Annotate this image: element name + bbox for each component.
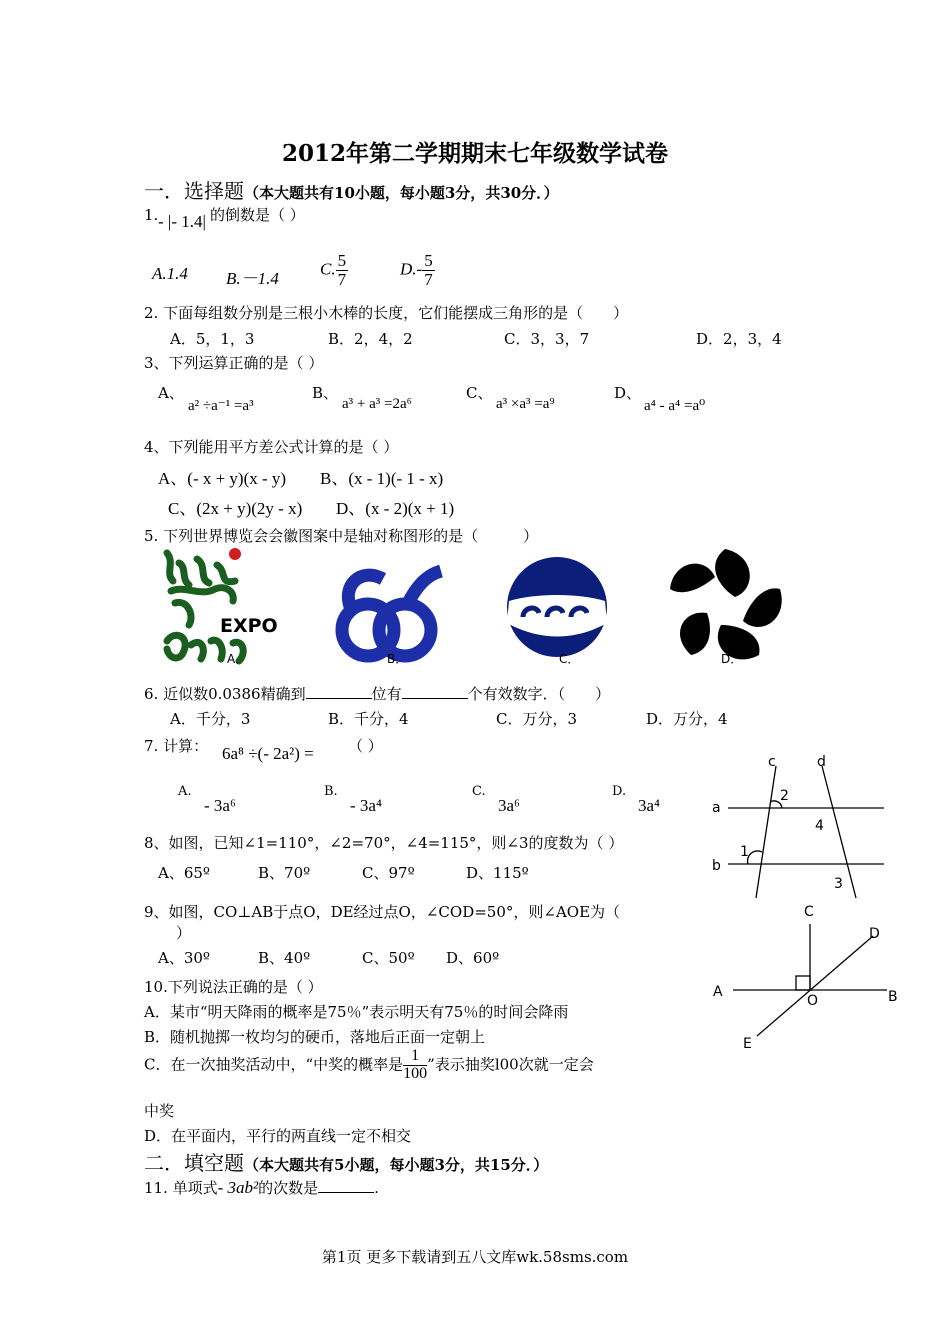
q8-stem: 8、如图，已知∠1=110°，∠2=70°，∠4=115°，则∠3的度数为（ ）	[144, 834, 624, 852]
q10-option-c-cont: 中奖	[144, 1102, 175, 1120]
page-footer: 第1页 更多下载请到五八文库wk.58sms.com	[321, 1248, 629, 1266]
q10-option-c	[144, 1048, 594, 1083]
fig2-label-O: O	[807, 993, 819, 1009]
expo-text: EXPO	[220, 615, 278, 637]
q4-stem: 4、下列能用平方差公式计算的是（ ）	[144, 438, 399, 456]
q10-c-text-1: C．在一次抽奖活动中，“中奖的概率是	[144, 1055, 404, 1074]
section2-note: （本大题共有5小题，每小题3分，共15分．）	[244, 1156, 549, 1174]
q7-d-label: D.	[612, 784, 627, 799]
q9-stem-end: ）	[176, 924, 192, 942]
fig1-angle-3: 3	[834, 876, 843, 892]
q10-c-numerator: 1	[403, 1048, 427, 1066]
q3-a-label: A、	[158, 384, 184, 402]
q11-tail: 的次数是	[258, 1179, 319, 1197]
q4-option-c: C、(2x + y)(2y - x)	[168, 499, 303, 518]
fig1-label-c: c	[768, 754, 776, 770]
q3-d-label: D、	[614, 384, 642, 402]
q6-stem-c: 个有效数字．（ ）	[467, 685, 611, 703]
q8-option-a: A、65º	[158, 864, 210, 882]
q6-option-c: C．万分，3	[496, 710, 578, 728]
q6-option-a: A．千分，3	[170, 710, 251, 728]
q7-c-label: C.	[472, 784, 486, 799]
logo-d-label: D．	[721, 652, 743, 666]
q1-expression: - |- 1.4|	[158, 212, 206, 231]
q10-c-text-2: ”表示抽奖l00次就一定会	[427, 1055, 594, 1074]
fig1-angle-4: 4	[815, 818, 824, 834]
logo-b-label: B．	[387, 652, 408, 666]
q1-number: 1.	[144, 206, 159, 224]
fig1-angle-2: 2	[780, 788, 789, 804]
q7-option-c: 3a⁶	[498, 796, 520, 815]
q11-end: .	[374, 1179, 379, 1197]
q11	[144, 1177, 379, 1198]
q7-a-label: A.	[178, 784, 192, 799]
q11-blank[interactable]	[318, 1192, 374, 1193]
logo-a-label: A．	[227, 652, 248, 666]
q3-b-label: B、	[312, 384, 339, 402]
q1-option-d	[400, 252, 435, 289]
q11-stem: 11. 单项式	[144, 1179, 218, 1197]
section1-title: 一．选择题	[144, 179, 244, 203]
perpendicular-figure	[705, 898, 905, 1056]
q3-stem: 3、下列运算正确的是（ ）	[144, 354, 324, 372]
q9-stem: 9、如图，CO⊥AB于点O，DE经过点O，∠COD=50°，则∠AOE为（	[144, 903, 621, 921]
q7-option-b: - 3a⁴	[350, 796, 382, 815]
q10-c-fraction	[403, 1048, 427, 1083]
section2-title: 二．填空题	[144, 1151, 244, 1175]
q1-d-denominator: 7	[424, 269, 433, 289]
q4-option-b: B、(x - 1)(- 1 - x)	[320, 469, 444, 488]
q2-option-a: A．5，1，3	[170, 330, 255, 348]
q10-stem: 10.下列说法正确的是（ ）	[144, 978, 323, 996]
q3-option-d: a⁴ - a⁴ =a⁰	[644, 398, 706, 414]
q6-stem	[144, 683, 610, 704]
logo-c-label: C．	[559, 652, 580, 666]
q4-option-a: A、(- x + y)(x - y)	[158, 469, 287, 488]
q1-c-fraction	[336, 252, 349, 289]
q1-c-denominator: 7	[337, 269, 347, 289]
logo-a	[167, 548, 278, 661]
q7-paren: （ ）	[348, 737, 383, 755]
q9-option-d: D、60º	[446, 949, 500, 967]
q2-option-b: B．2，4，2	[328, 330, 413, 348]
q1-option-c	[320, 252, 348, 289]
section1-note: （本大题共有10小题，每小题3分，共30分．）	[244, 184, 559, 202]
q7-option-a: - 3a⁶	[204, 796, 236, 815]
page-title: 2012年第二学期期末七年级数学试卷	[281, 140, 668, 167]
q9-option-b: B、40º	[258, 949, 311, 967]
q5-stem: 5. 下列世界博览会会徽图案中是轴对称图形的是（ ）	[144, 527, 539, 545]
q9-option-a: A、30º	[158, 949, 210, 967]
q6-option-d: D．万分，4	[646, 710, 728, 728]
q1-c-label: C.	[320, 259, 336, 279]
q11-expression: - 3ab²	[217, 1178, 259, 1197]
q7-b-label: B.	[324, 784, 338, 799]
q1-stem: 的倒数是（ ）	[210, 206, 305, 224]
q6-stem-b: 位有	[371, 685, 402, 703]
q8-option-b: B、70º	[258, 864, 311, 882]
q7-option-d: 3a⁴	[638, 796, 660, 815]
q3-option-c: a³ ×a³ =a⁹	[496, 396, 555, 412]
q8-option-c: C、97º	[362, 864, 415, 882]
q8-option-d: D、115º	[466, 864, 529, 882]
fig2-label-D: D	[869, 926, 880, 942]
q9-option-c: C、50º	[362, 949, 415, 967]
q2-option-d: D．2，3，4	[696, 330, 782, 348]
expo-logos	[155, 545, 795, 670]
fig1-label-b: b	[712, 858, 721, 874]
q10-option-a: A．某市“明天降雨的概率是75％”表示明天有75％的时间会降雨	[144, 1003, 569, 1021]
q6-blank-1[interactable]	[306, 698, 372, 699]
logo-c	[507, 557, 607, 657]
q2-option-c: C．3，3，7	[504, 330, 590, 348]
fig1-label-a: a	[712, 800, 721, 816]
q6-option-b: B．千分，4	[328, 710, 409, 728]
q7-stem: 7. 计算：	[144, 737, 209, 755]
q10-option-d: D．在平面内，平行的两直线一定不相交	[144, 1127, 412, 1145]
q3-option-a: a² ÷a⁻¹ =a³	[188, 398, 254, 414]
section1-heading	[144, 175, 559, 204]
parallel-lines-figure	[700, 748, 890, 903]
q4-option-d: D、(x - 2)(x + 1)	[336, 499, 455, 518]
fig2-label-C: C	[804, 904, 814, 920]
q1-d-label: D.	[400, 259, 417, 279]
q3-c-label: C、	[466, 384, 493, 402]
fig2-label-A: A	[713, 984, 723, 1000]
q1-d-fraction	[422, 252, 435, 289]
logo-b	[342, 571, 441, 656]
q6-blank-2[interactable]	[402, 698, 468, 699]
q6-stem-a: 6. 近似数0.0386精确到	[144, 685, 306, 703]
q2-stem: 2. 下面每组数分别是三根小木棒的长度，它们能摆成三角形的是（ ）	[144, 304, 629, 322]
fig2-label-E: E	[743, 1036, 752, 1052]
q10-option-b: B．随机抛掷一枚均匀的硬币，落地后正面一定朝上	[144, 1028, 486, 1046]
q1-option-a: A.1.4	[152, 264, 188, 283]
fig1-angle-1: 1	[740, 844, 749, 860]
fig1-label-d: d	[817, 754, 826, 770]
fig2-label-B: B	[888, 989, 898, 1005]
q7-expression: 6a⁸ ÷(- 2a²) =	[222, 744, 314, 763]
q1-c-numerator: 5	[337, 251, 347, 270]
section2-heading	[144, 1147, 548, 1176]
q1-d-sign: -	[416, 259, 423, 279]
logo-d	[670, 549, 782, 659]
q1-d-numerator: 5	[424, 251, 433, 270]
q1-option-b: B.－1.4	[226, 269, 279, 288]
q10-c-denominator: 100	[403, 1064, 428, 1082]
q3-option-b: a³ + a³ =2a⁶	[342, 396, 412, 412]
